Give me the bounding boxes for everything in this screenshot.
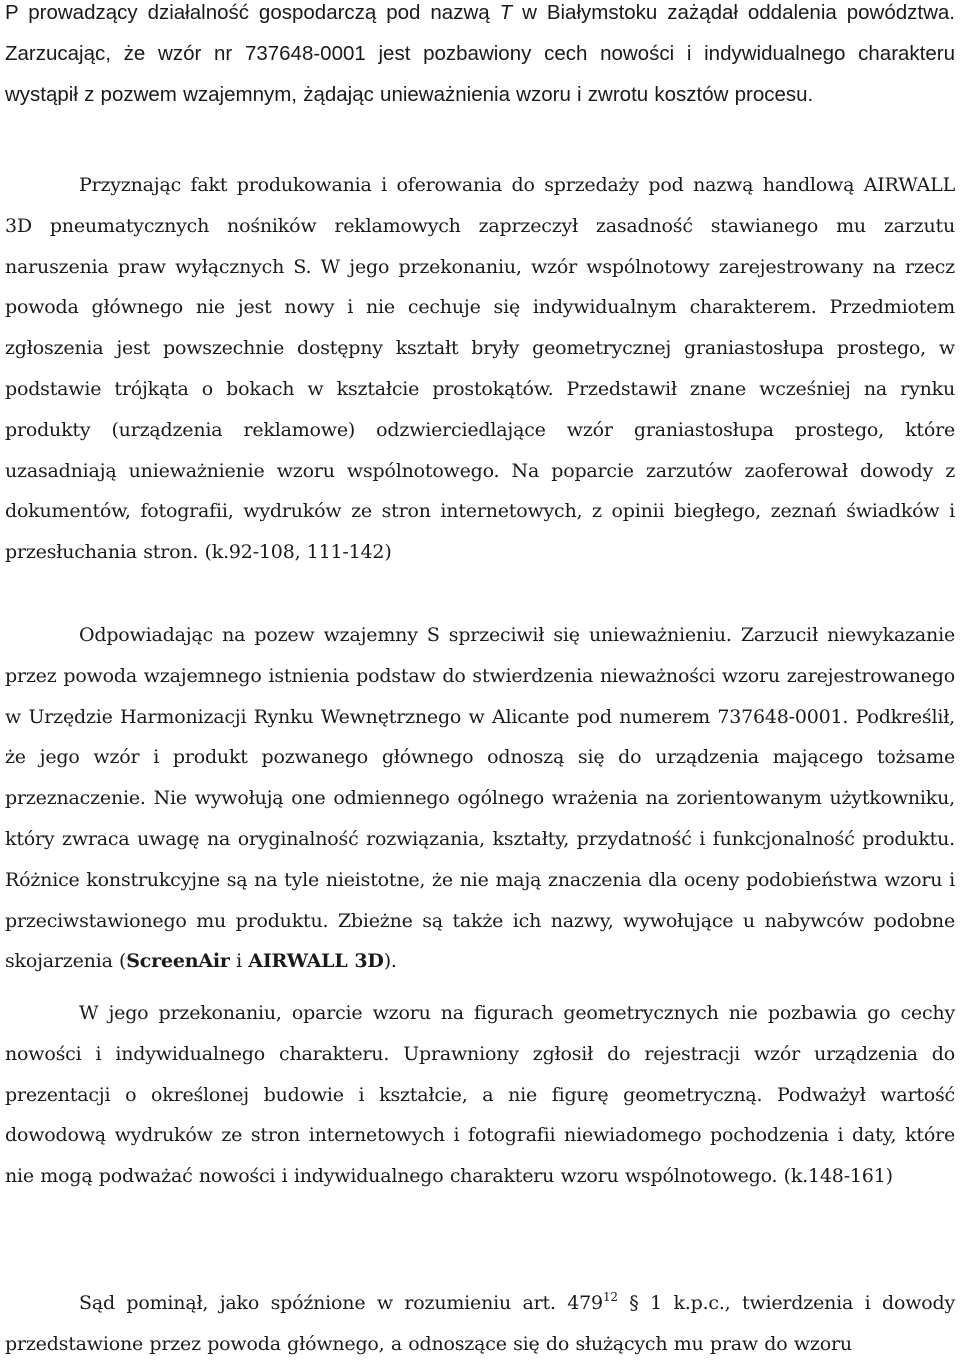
- paragraph-3: [5, 615, 955, 982]
- paragraph-5-text-b: § 1 k.p.c., twierdzenia i dowody przedstawione przez powoda głównego, a odnoszące się do służących mu praw do wzoru: [5, 1292, 955, 1355]
- paragraph-5-text-a: Sąd pominął, jako spóźnione w rozumieniu art. 479: [79, 1292, 603, 1314]
- paragraph-5: [5, 1283, 955, 1365]
- paragraph-1: [5, 0, 955, 115]
- paragraph-3-bold-screenair: ScreenAir: [126, 950, 230, 973]
- paragraph-3-text-a: Odpowiadając na pozew wzajemny S sprzeciwił się unieważnieniu. Zarzucił niewykazanie przez powoda wzajemnego istnienia podstaw do stwierdzenia nieważności wzoru zarejestrowanego w Urzędzie Harmonizacji Rynku Wewnętrznego w Alicante pod numerem 737648-0001. Podkreślił, że jego wzór i produkt pozwanego głównego odnoszą się do urządzenia mającego tożsame przeznaczenie. Nie wywołują one odmiennego ogólnego wrażenia na zorientowanym użytkowniku, który zwraca uwagę na oryginalność rozwiązania, kształty, przydatność i funkcjonalność produktu. Różnice konstrukcyjne są na tyle nieistotne, że nie mają znaczenia dla oceny podobieństwa wzoru i przeciwstawionego mu produktu. Zbieżne są także ich nazwy, wywołujące u nabywców podobne skojarzenia (: [5, 624, 955, 973]
- paragraph-2: Przyznając fakt produkowania i oferowania do sprzedaży pod nazwą handlową AIRWALL 3D pneumatycznych nośników reklamowych zaprzeczył zasadność stawianego mu zarzutu naruszenia praw wyłącznych S. W jego przekonaniu, wzór wspólnotowy zarejestrowany na rzecz powoda głównego nie jest nowy i nie cechuje się indywidualnym charakterem. Przedmiotem zgłoszenia jest powszechnie dostępny kształt bryły geometrycznej graniastosłupa prostego, w podstawie trójkąta o bokach w kształcie prostokątów. Przedstawił znane wcześniej na rynku produkty (urządzenia reklamowe) odzwierciedlające wzór graniastosłupa prostego, które uzasadniają unieważnienie wzoru wspólnotowego. Na poparcie zarzutów zaoferował dowody z dokumentów, fotografii, wydruków ze stron internetowych, z opinii biegłego, zeznań świadków i przesłuchania stron. (k.92-108, 111-142): [5, 174, 955, 564]
- paragraph-1-italic-name: T: [499, 1, 513, 24]
- paragraph-1-text-c: w Białymstoku zażądał oddalenia powództwa. Zarzucając, że wzór nr 737648-0001 jest pozbawiony cech nowości i indywidualnego charakteru wystąpił z pozwem wzajemnym, żądając unieważnienia wzoru i zwrotu kosztów procesu.: [5, 1, 955, 106]
- paragraph-4: W jego przekonaniu, oparcie wzoru na figurach geometrycznych nie pozbawia go cechy nowości i indywidualnego charakteru. Uprawniony zgłosił do rejestracji wzór urządzenia do prezentacji o określonej budowie i kształcie, a nie figurę geometryczną. Podważył wartość dowodową wydruków ze stron internetowych i fotografii niewiadomego pochodzenia i daty, które nie mogą podważać nowości i indywidualnego charakteru wzoru wspólnotowego. (k.148-161): [5, 1002, 955, 1188]
- paragraph-5-superscript: 12: [602, 1290, 618, 1304]
- paragraph-3-bold-airwall: AIRWALL 3D: [248, 950, 384, 973]
- paragraph-3-text-c: i: [229, 950, 249, 973]
- paragraph-3-text-e: ).: [383, 950, 397, 973]
- paragraph-1-text-a: P prowadzący działalność gospodarczą pod nazwą: [5, 1, 500, 24]
